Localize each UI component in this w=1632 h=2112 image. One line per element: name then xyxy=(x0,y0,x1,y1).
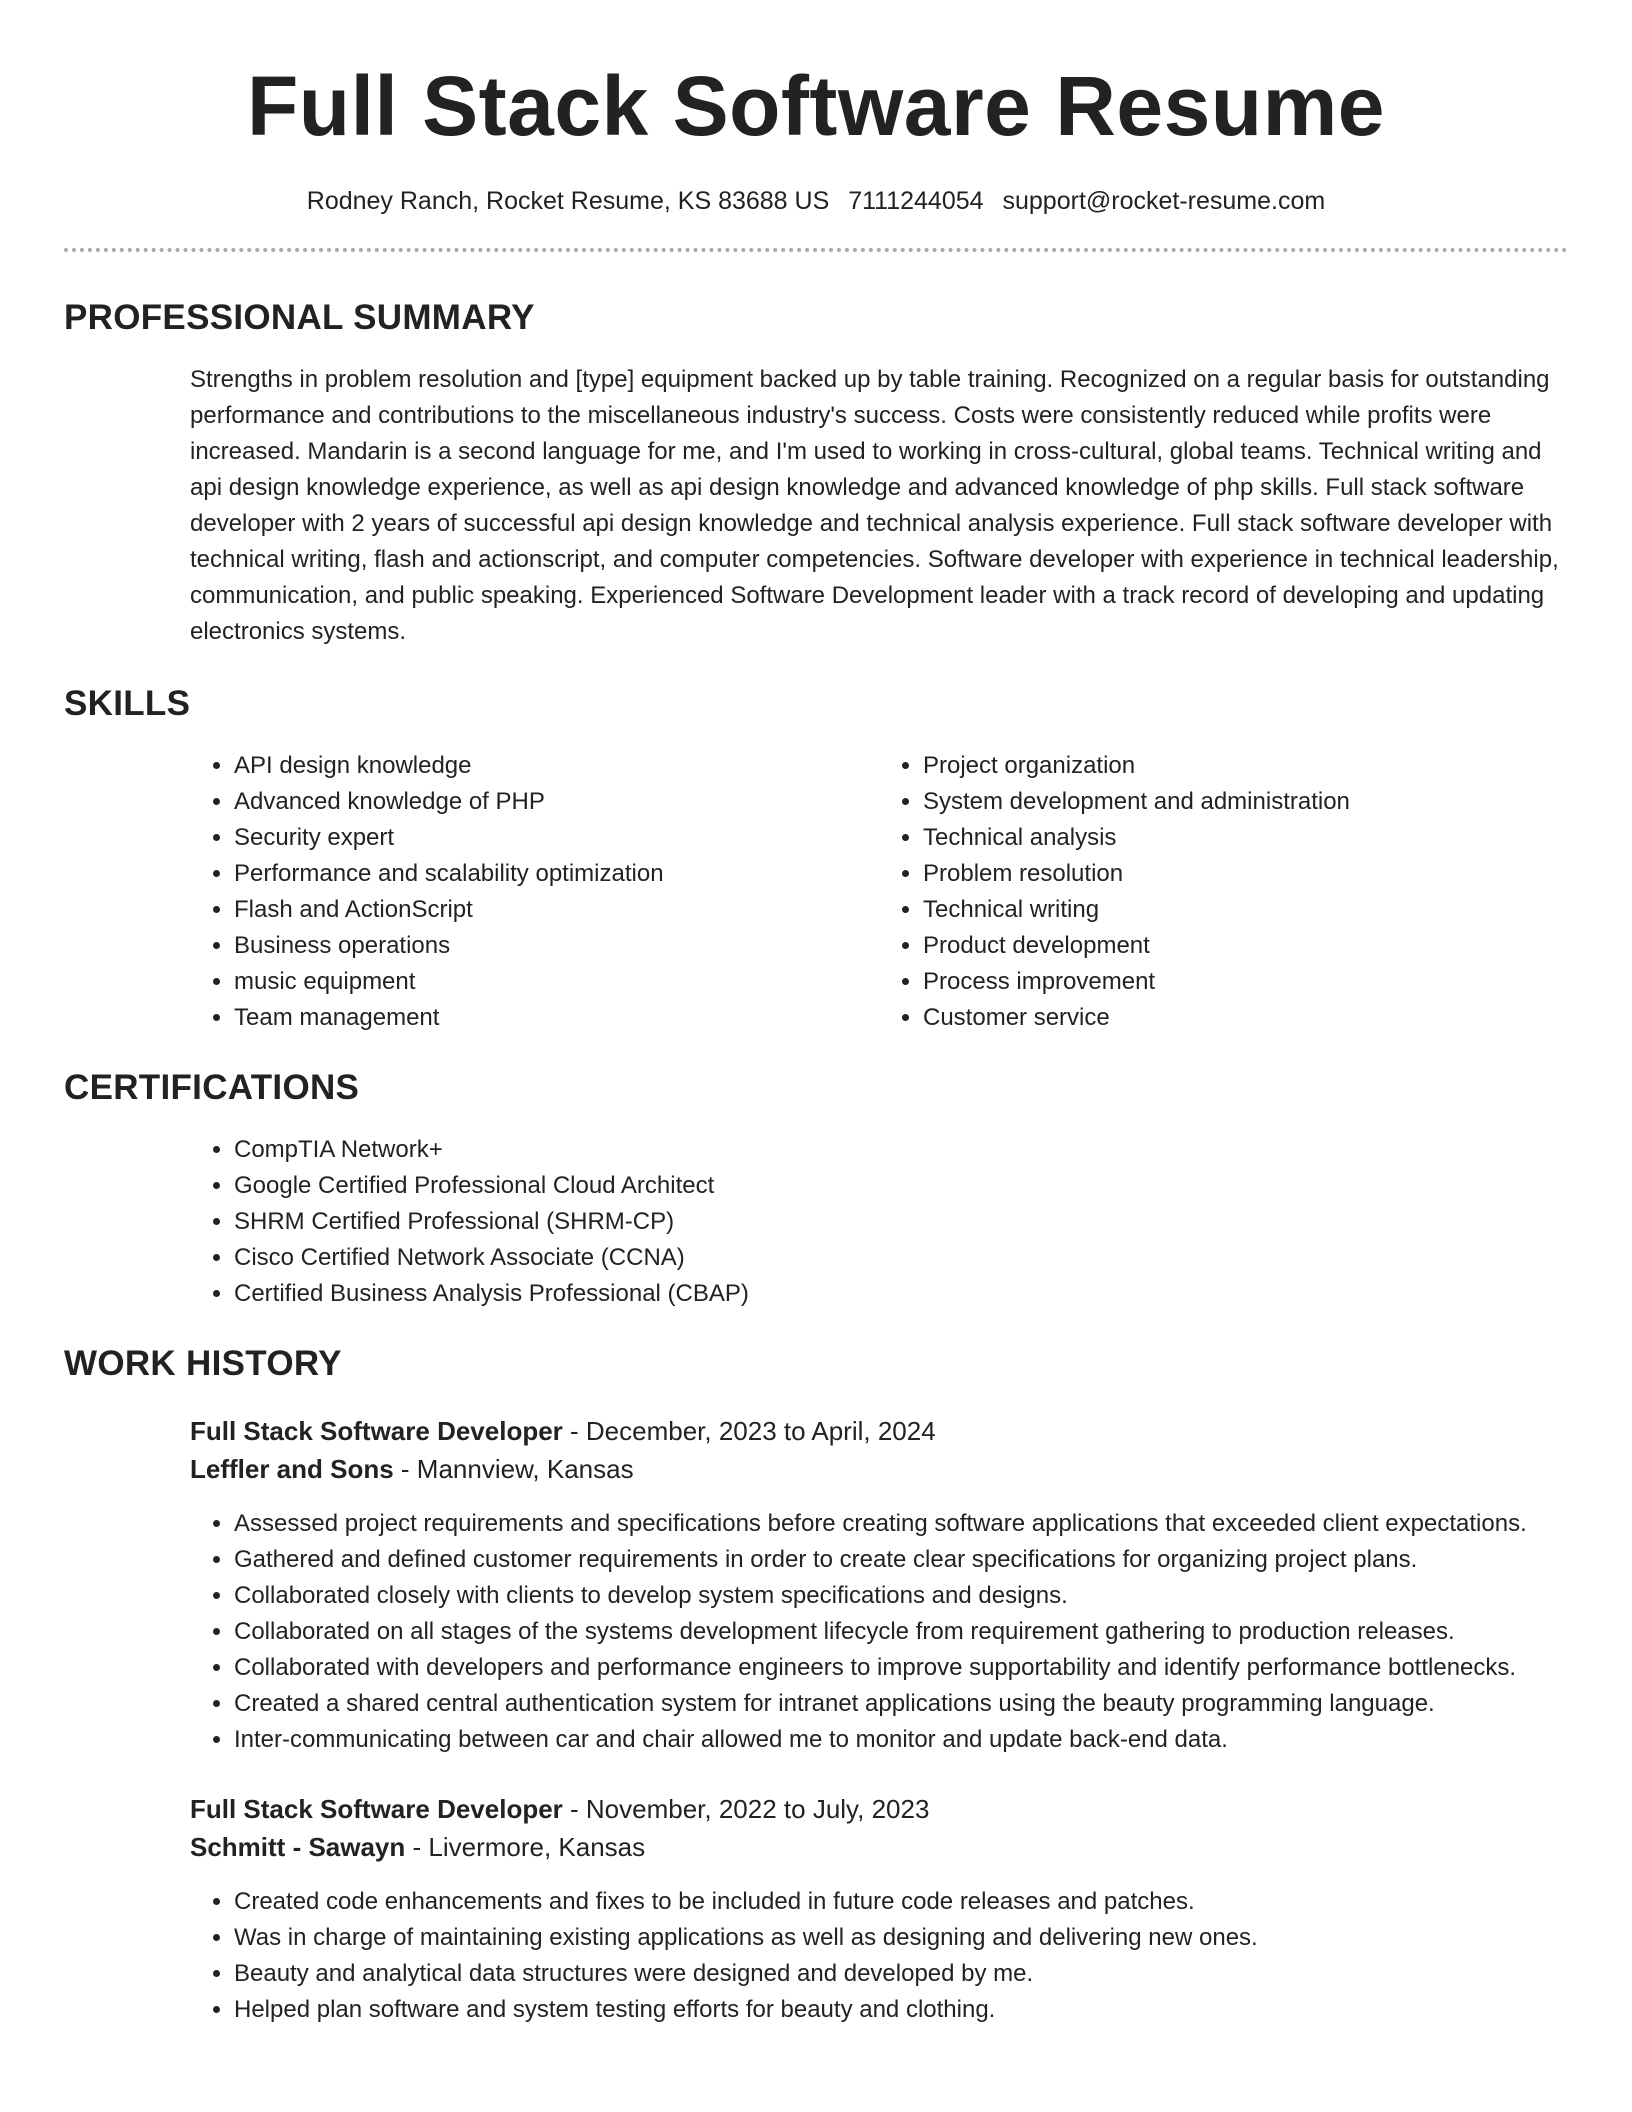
job-bullet: • Gathered and defined customer requirements in order to create clear specifications for organizing project plans. xyxy=(234,1542,1568,1578)
job-company-line xyxy=(190,1450,1568,1488)
job-company: Schmitt - Sawayn xyxy=(190,1832,406,1862)
certification-item: • CompTIA Network+ xyxy=(234,1132,1568,1168)
skill-item: • Technical writing xyxy=(923,892,1568,928)
skill-item: • Performance and scalability optimization xyxy=(234,856,879,892)
skill-item: • Technical analysis xyxy=(923,820,1568,856)
job-bullet: • Collaborated on all stages of the systems development lifecycle from requirement gathering to production releases. xyxy=(234,1614,1568,1650)
job-bullets xyxy=(190,1884,1568,2028)
certifications-block xyxy=(190,1132,1568,1312)
skill-item: • Product development xyxy=(923,928,1568,964)
certification-item: • Google Certified Professional Cloud Architect xyxy=(234,1168,1568,1204)
job-bullet: • Created code enhancements and fixes to be included in future code releases and patches. xyxy=(234,1884,1568,1920)
skill-item: • Business operations xyxy=(234,928,879,964)
job-dates: - November, 2022 to July, 2023 xyxy=(562,1794,930,1824)
job-location: - Livermore, Kansas xyxy=(405,1832,646,1862)
contact-phone: 7111244054 xyxy=(848,187,984,215)
summary-heading: PROFESSIONAL SUMMARY xyxy=(64,298,535,337)
job-entry xyxy=(190,1790,1568,2028)
job-bullets xyxy=(190,1506,1568,1758)
skill-item: • Customer service xyxy=(923,1000,1568,1036)
skill-item: • Project organization xyxy=(923,748,1568,784)
certification-item: • Cisco Certified Network Associate (CCNA) xyxy=(234,1240,1568,1276)
skill-item: • Process improvement xyxy=(923,964,1568,1000)
certification-item: • SHRM Certified Professional (SHRM-CP) xyxy=(234,1204,1568,1240)
skill-item: • Team management xyxy=(234,1000,879,1036)
certifications-heading: CERTIFICATIONS xyxy=(64,1068,360,1107)
header-divider xyxy=(64,248,1568,252)
skill-item: • Security expert xyxy=(234,820,879,856)
skill-item: • API design knowledge xyxy=(234,748,879,784)
skill-item: • Advanced knowledge of PHP xyxy=(234,784,879,820)
skill-item: • music equipment xyxy=(234,964,879,1000)
job-dates: - December, 2023 to April, 2024 xyxy=(562,1416,936,1446)
certifications-list xyxy=(190,1132,1568,1312)
summary-text: Strengths in problem resolution and [type] equipment backed up by table training. Recognized on a regular basis for outstanding performance and contributions to the miscellaneous industry's success. Costs were consistently reduced while profits were increased. Mandarin is a second language for me, and I'm used to working in cross-cultural, global teams. Technical writing and api design knowledge experience, as well as api design knowledge and advanced knowledge of php skills. Full stack software developer with 2 years of successful api design knowledge and technical analysis experience. Full stack software developer with technical writing, flash and actionscript, and computer competencies. Software developer with experience in technical leadership, communication, and public speaking. Experienced Software Development leader with a track record of developing and updating electronics systems. xyxy=(190,366,1559,645)
job-title-line xyxy=(190,1790,1568,1828)
job-title-line xyxy=(190,1412,1568,1450)
job-company-line xyxy=(190,1828,1568,1866)
certification-item: • Certified Business Analysis Professional (CBAP) xyxy=(234,1276,1568,1312)
job-title: Full Stack Software Developer xyxy=(190,1416,563,1446)
contact-address: Rodney Ranch, Rocket Resume, KS 83688 US xyxy=(306,187,830,215)
resume-title: Full Stack Software Resume xyxy=(246,59,1386,153)
contact-email: support@rocket-resume.com xyxy=(1002,187,1326,215)
skills-columns xyxy=(190,748,1568,1036)
skills-right-list xyxy=(879,748,1568,1036)
job-location: - Mannview, Kansas xyxy=(393,1454,634,1484)
job-bullet: • Created a shared central authentication system for intranet applications using the beauty programming language. xyxy=(234,1686,1568,1722)
skill-item: • Flash and ActionScript xyxy=(234,892,879,928)
job-entry xyxy=(190,1412,1568,1758)
job-bullet: • Collaborated closely with clients to develop system specifications and designs. xyxy=(234,1578,1568,1614)
job-bullet: • Inter-communicating between car and chair allowed me to monitor and update back-end data. xyxy=(234,1722,1568,1758)
skill-item: • System development and administration xyxy=(923,784,1568,820)
skills-left-list xyxy=(190,748,879,1036)
job-bullet: • Assessed project requirements and specifications before creating software applications that exceeded client expectations. xyxy=(234,1506,1568,1542)
job-title: Full Stack Software Developer xyxy=(190,1794,563,1824)
work-history-heading: WORK HISTORY xyxy=(64,1344,342,1383)
job-bullet: • Beauty and analytical data structures were designed and developed by me. xyxy=(234,1956,1568,1992)
skill-item: • Problem resolution xyxy=(923,856,1568,892)
job-bullet: • Helped plan software and system testing efforts for beauty and clothing. xyxy=(234,1992,1568,2028)
job-company: Leffler and Sons xyxy=(190,1454,394,1484)
contact-line xyxy=(64,184,1568,218)
skills-heading: SKILLS xyxy=(64,684,191,723)
job-bullet: • Was in charge of maintaining existing applications as well as designing and delivering new ones. xyxy=(234,1920,1568,1956)
job-bullet: • Collaborated with developers and performance engineers to improve supportability and identify performance bottlenecks. xyxy=(234,1650,1568,1686)
